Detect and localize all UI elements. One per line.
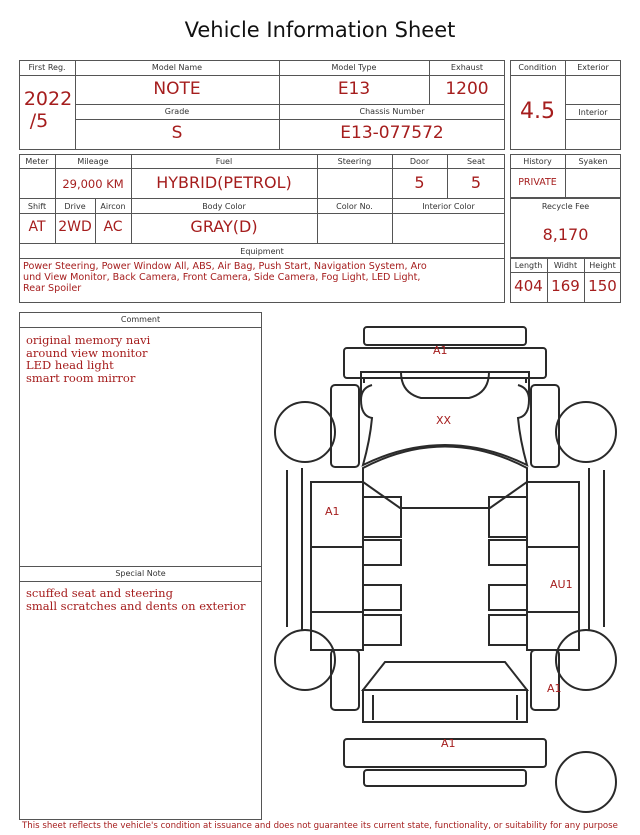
damage-right-rear-quarter: A1	[547, 682, 562, 695]
model-type-label: Model Type	[331, 63, 377, 72]
front-right-wheel	[556, 402, 616, 462]
seat-value: 5	[470, 173, 482, 192]
height-value: 150	[588, 277, 617, 295]
grade-label: Grade	[164, 107, 190, 116]
drive-label: Drive	[64, 202, 86, 211]
comment-text: original memory navi around view monitor LED head light smart room mirror	[26, 333, 151, 385]
car-damage-diagram	[265, 318, 630, 818]
rear-left-wheel	[275, 630, 335, 690]
color-no-label: Color No.	[336, 202, 373, 211]
damage-left-front-door: A1	[325, 505, 340, 518]
shift-value: AT	[28, 219, 46, 235]
syaken-label: Syaken	[578, 157, 608, 166]
front-left-wheel	[275, 402, 335, 462]
model-type-value: E13	[337, 79, 371, 99]
width-label: Widht	[553, 261, 578, 270]
length-value: 404	[514, 277, 543, 295]
page-title: Vehicle Information Sheet	[184, 18, 456, 42]
exhaust-label: Exhaust	[450, 63, 484, 72]
condition-label: Condition	[518, 63, 557, 72]
condition-score: 4.5	[520, 99, 555, 124]
grade-value: S	[171, 123, 183, 143]
length-label: Length	[514, 261, 543, 270]
model-name-label: Model Name	[151, 63, 203, 72]
body-color-value: GRAY(D)	[190, 217, 258, 236]
special-note-text: scuffed seat and steering small scratches and dents on exterior	[26, 586, 246, 613]
body-color-label: Body Color	[202, 202, 246, 211]
right-rear-door	[489, 585, 527, 610]
history-label: History	[523, 157, 552, 166]
recycle-label: Recycle Fee	[541, 202, 590, 211]
right-rear-quarter	[527, 612, 579, 650]
fuel-label: Fuel	[215, 157, 233, 166]
rear-right-wheel	[556, 630, 616, 690]
drive-value: 2WD	[58, 219, 92, 235]
aircon-label: Aircon	[100, 202, 126, 211]
mileage-value: 29,000 KM	[62, 177, 124, 191]
recycle-value: 8,170	[542, 225, 589, 244]
equipment-value: Power Steering, Power Window All, ABS, Air Bag, Push Start, Navigation System, Around View Monitor, Back Camera, Front Camera, Side Camera, Fog Light, LED Light, Rear Spoiler	[23, 261, 427, 294]
interior-label: Interior	[578, 108, 608, 117]
history-value: PRIVATE	[518, 177, 557, 188]
front-bumper-top	[364, 327, 526, 345]
special-note-label: Special Note	[115, 569, 166, 578]
model-name-value: NOTE	[153, 79, 201, 99]
damage-front-bumper: A1	[433, 344, 448, 357]
seat-label: Seat	[466, 157, 486, 166]
door-value: 5	[414, 173, 425, 192]
comment-label: Comment	[120, 315, 161, 324]
first-reg-month: /5	[29, 110, 49, 132]
shift-label: Shift	[27, 202, 47, 211]
door-label: Door	[409, 157, 430, 166]
rear-bumper-bottom	[364, 770, 526, 786]
chassis-label: Chassis Number	[359, 107, 425, 116]
steering-label: Steering	[337, 157, 372, 166]
first-reg-year: 2022	[23, 88, 73, 110]
damage-rear-bumper: A1	[441, 737, 456, 750]
equipment-label: Equipment	[240, 247, 284, 256]
mileage-label: Mileage	[77, 157, 109, 166]
exhaust-value: 1200	[445, 79, 489, 99]
trunk-lid	[363, 690, 527, 722]
aircon-value: AC	[103, 219, 123, 235]
fuel-value: HYBRID(PETROL)	[156, 173, 292, 192]
left-rear-door	[311, 547, 363, 612]
left-front-door	[363, 497, 401, 537]
rear-window	[363, 662, 527, 690]
interior-color-label: Interior Color	[422, 202, 475, 211]
height-label: Height	[589, 261, 616, 270]
width-value: 169	[551, 277, 580, 295]
damage-right-rear-door: AU1	[550, 578, 573, 591]
spare-wheel	[556, 752, 616, 812]
footer-disclaimer: This sheet reflects the vehicle's condition at issuance and does not guarantee its current state, functionality, or suitability for any purpose	[22, 821, 618, 831]
first-reg-label: First Reg.	[28, 63, 66, 72]
meter-label: Meter	[25, 157, 49, 166]
damage-hood: XX	[436, 414, 452, 427]
chassis-value: E13-077572	[340, 123, 444, 143]
exterior-label: Exterior	[577, 63, 609, 72]
